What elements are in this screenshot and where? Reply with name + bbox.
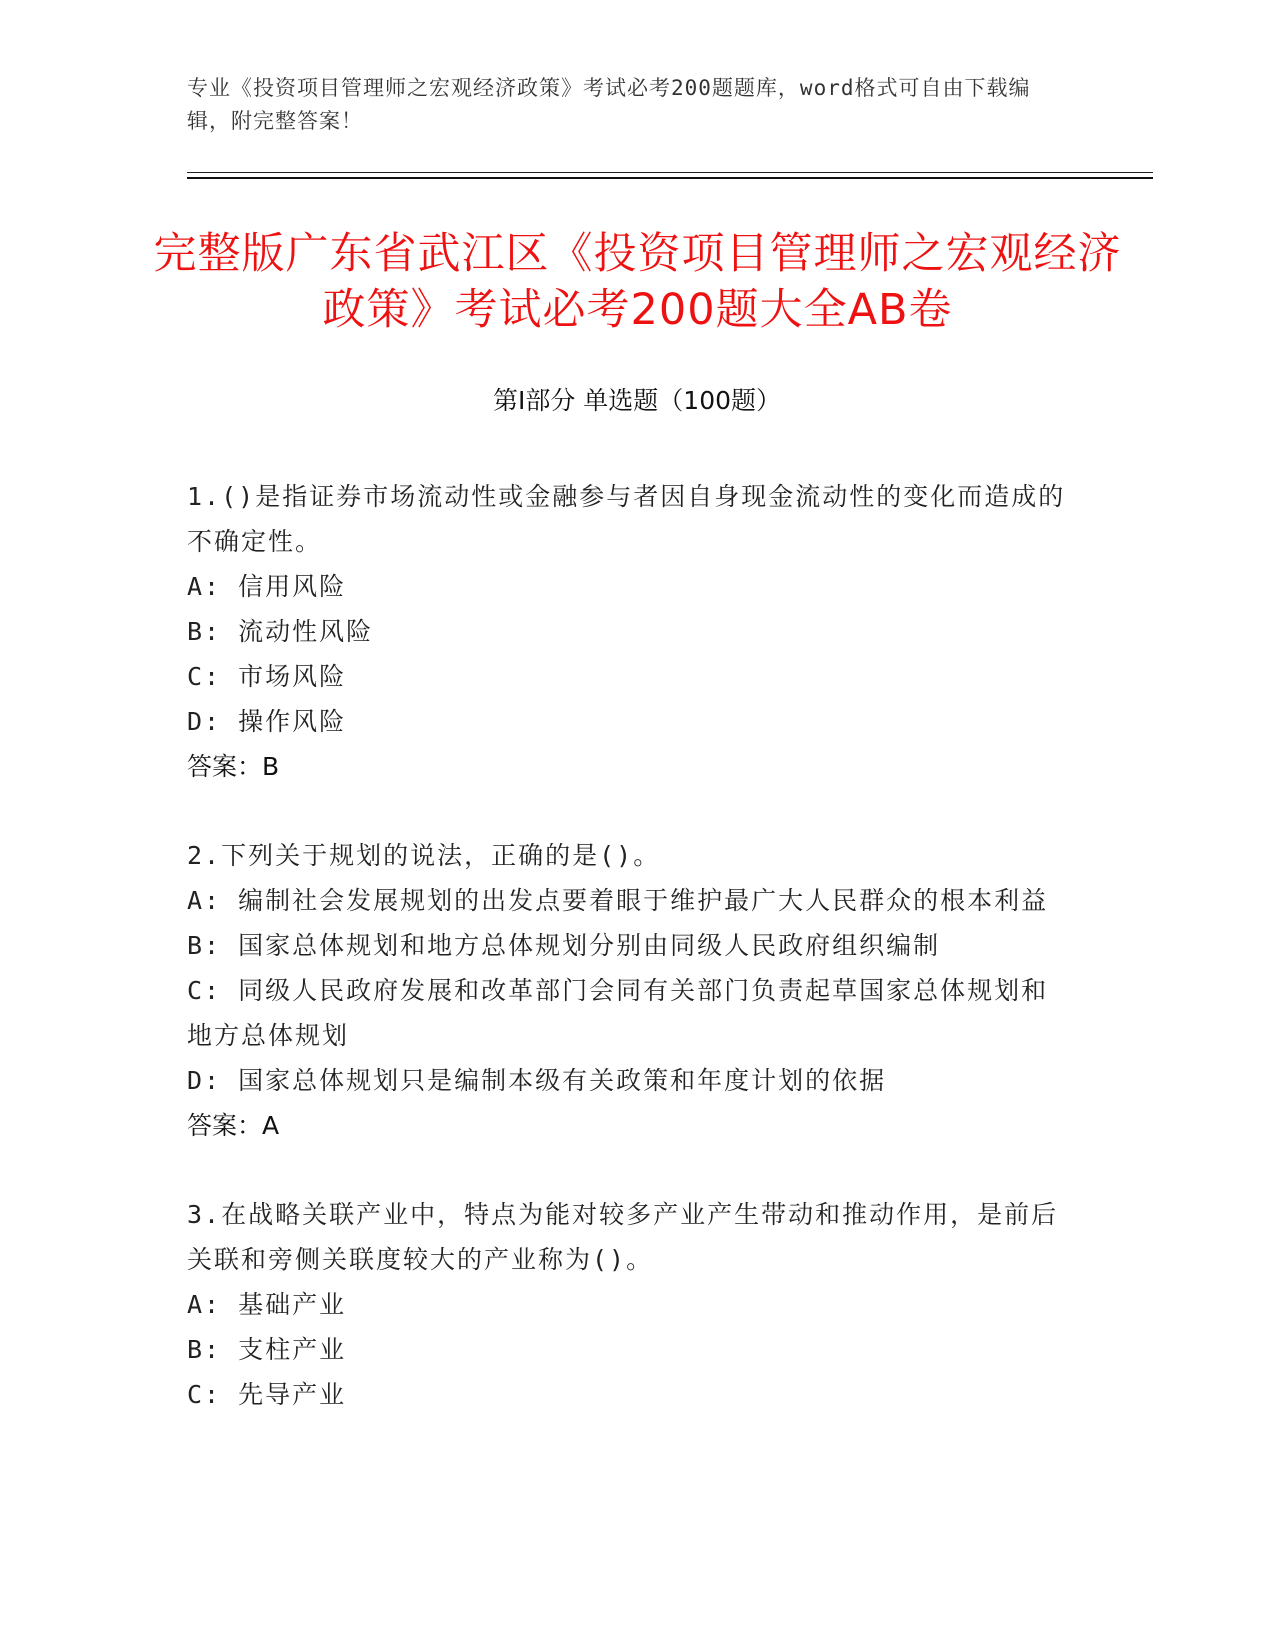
question-text: 1.()是指证券市场流动性或金融参与者因自身现金流动性的变化而造成的不确定性。 (187, 482, 1066, 556)
option-c: C: 先导产业 (187, 1380, 347, 1409)
section-heading: 第I部分 单选题（100题） (492, 386, 782, 415)
header-rule-thin (187, 172, 1153, 173)
answer: 答案：B (187, 752, 280, 781)
header-rule-thick (187, 177, 1153, 179)
question-2 (187, 833, 1067, 1148)
option-b: B: 流动性风险 (187, 617, 374, 646)
question-list (187, 474, 1067, 1461)
option-c: C: 同级人民政府发展和改革部门会同有关部门负责起草国家总体规划和地方总体规划 (187, 976, 1049, 1050)
question-text: 3.在战略关联产业中，特点为能对较多产业产生带动和推动作用，是前后关联和旁侧关联度较大的产业称为()。 (187, 1200, 1059, 1274)
option-d: D: 操作风险 (187, 707, 347, 736)
question-1 (187, 474, 1067, 789)
option-a: A: 编制社会发展规划的出发点要着眼于维护最广大人民群众的根本利益 (187, 886, 1049, 915)
header-note: 专业《投资项目管理师之宏观经济政策》考试必考200题题库，word格式可自由下载编辑，附完整答案！ (187, 76, 1031, 133)
option-c: C: 市场风险 (187, 662, 347, 691)
option-a: A: 基础产业 (187, 1290, 347, 1319)
question-text: 2.下列关于规划的说法，正确的是()。 (187, 841, 661, 870)
document-title: 完整版广东省武江区《投资项目管理师之宏观经济政策》考试必考200题大全AB卷 (153, 229, 1122, 335)
option-b: B: 国家总体规划和地方总体规划分别由同级人民政府组织编制 (187, 931, 941, 960)
question-3 (187, 1192, 1067, 1417)
option-a: A: 信用风险 (187, 572, 347, 601)
answer: 答案：A (187, 1111, 280, 1140)
option-d: D: 国家总体规划只是编制本级有关政策和年度计划的依据 (187, 1066, 887, 1095)
option-b: B: 支柱产业 (187, 1335, 347, 1364)
